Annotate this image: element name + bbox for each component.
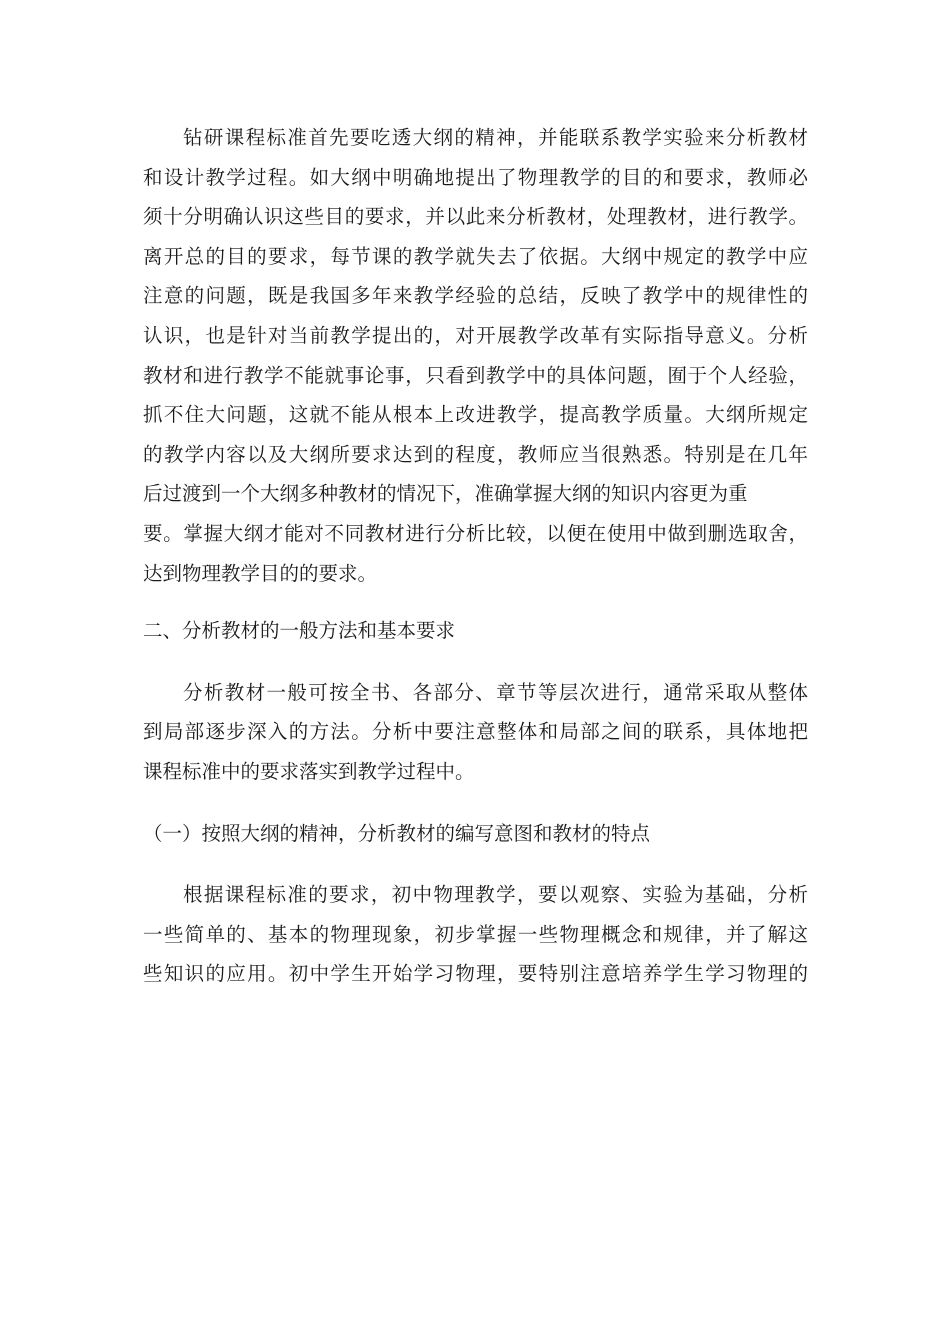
text-line: 注意的问题，既是我国多年来教学经验的总结，反映了教学中的规律性的 [143, 284, 808, 308]
paragraph-analysis-method [143, 673, 808, 792]
text-line: 教材和进行教学不能就事论事，只看到教学中的具体问题，囿于个人经验， [143, 363, 808, 387]
text-line: 的教学内容以及大纲所要求达到的程度，教师应当很熟悉。特别是在几年 [143, 442, 808, 466]
text-line: 一些简单的、基本的物理现象，初步掌握一些物理概念和规律，并了解这 [143, 922, 808, 946]
text-line: 和设计教学过程。如大纲中明确地提出了物理教学的目的和要求，教师必 [143, 165, 808, 189]
text-line: 离开总的目的要求，每节课的教学就失去了依据。大纲中规定的教学中应 [143, 244, 808, 268]
section-heading: 二、分析教材的一般方法和基本要求 [143, 619, 456, 643]
text-line: 到局部逐步深入的方法。分析中要注意整体和局部之间的联系，具体地把 [143, 720, 808, 744]
text-line: 些知识的应用。初中学生开始学习物理，要特别注意培养学生学习物理的 [143, 962, 808, 986]
text-line: 根据课程标准的要求，初中物理教学，要以观察、实验为基础，分析 [183, 883, 808, 907]
text-line: 认识，也是针对当前教学提出的，对开展教学改革有实际指导意义。分析 [143, 323, 808, 347]
text-line: 分析教材一般可按全书、各部分、章节等层次进行，通常采取从整体 [183, 680, 808, 704]
text-line: 要。掌握大纲才能对不同教材进行分析比较，以便在使用中做到删选取舍， [143, 521, 808, 545]
text-line: 须十分明确认识这些目的要求，并以此来分析教材，处理教材，进行教学。 [143, 205, 808, 229]
document-page [143, 118, 808, 994]
text-line: 抓不住大问题，这就不能从根本上改进教学，提高教学质量。大纲所规定 [143, 403, 808, 427]
text-line: 课程标准中的要求落实到教学过程中。 [143, 759, 475, 783]
paragraph-curriculum-requirements [143, 875, 808, 994]
text-line: 后过渡到一个大纲多种教材的情况下，准确掌握大纲的知识内容更为重 [143, 482, 748, 506]
text-line: 达到物理教学目的的要求。 [143, 561, 378, 585]
subsection-heading: （一）按照大纲的精神，分析教材的编写意图和教材的特点 [143, 821, 651, 845]
text-line: 钻研课程标准首先要吃透大纲的精神，并能联系教学实验来分析教材 [183, 126, 808, 149]
paragraph-syllabus-study [143, 118, 808, 593]
